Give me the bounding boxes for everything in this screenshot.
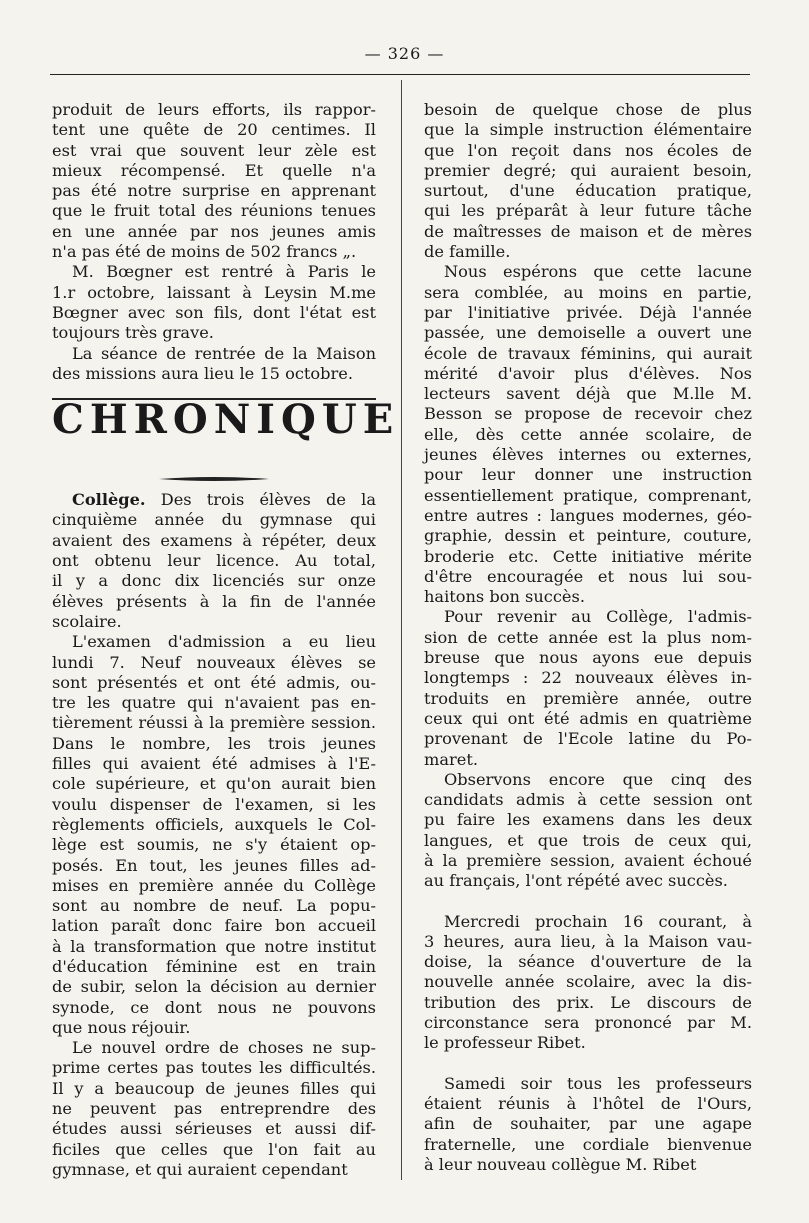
text-line: synode, ce dont nous ne pouvons [52,997,376,1017]
text-line: Mercredi prochain 16 courant, à [444,911,752,931]
text-line [52,490,376,510]
text-line: doise, la séance d'ouverture de la [424,952,752,972]
right-para-2 [424,262,752,607]
text-line: en une année par nos jeunes amis [52,221,376,241]
right-para-5 [424,912,752,1054]
text-line: premier degré; qui auraient besoin, [424,160,752,180]
text-line: filles qui avaient été admises à l'E- [52,754,376,774]
text-line: avaient des examens à répéter, deux [52,530,376,550]
right-column [424,100,752,1175]
text-line: école de travaux féminins, qui aurait [424,343,752,363]
text-line: par l'initiative privée. Déjà l'année [424,302,752,322]
text-line: sera comblée, au moins en partie, [424,282,752,302]
text-line: pas été notre surprise en apprenant [52,181,376,201]
text-line: études aussi sérieuses et aussi dif- [52,1119,376,1139]
text-line: Observons encore que cinq des [444,769,752,789]
text-line: est vrai que souvent leur zèle est [52,140,376,160]
text-line: produit de leurs efforts, ils rappor- [52,100,376,119]
right-para-3 [424,607,752,769]
text-line: breuse que nous ayons eue depuis [424,648,752,668]
text-line: prime certes pas toutes les difficultés. [52,1058,376,1078]
text-line: élèves présents à la fin de l'année [52,591,376,611]
text-line: sion de cette année est la plus nom- [424,627,752,647]
text-line: cole supérieure, et qu'on aurait bien [52,774,376,794]
text-line: tent une quête de 20 centimes. Il [52,120,376,140]
text-line: ceux qui ont été admis en quatrième [424,708,752,728]
ornament-flourish [52,468,376,478]
text-line: candidats admis à cette session ont [424,790,752,810]
page-number: — 326 — [364,44,445,63]
text-line: d'être encouragée et nous lui sou- [424,566,752,586]
college-paragraph [52,490,376,632]
text-line: lundi 7. Neuf nouveaux élèves se [52,652,376,672]
text-line: étaient réunis à l'hôtel de l'Ours, [424,1093,752,1113]
text-line: de famille. [424,242,511,262]
text-line: graphie, dessin et peinture, couture, [424,526,752,546]
right-para-4 [424,770,752,892]
text-line: à leur nouveau collègue M. Ribet [424,1154,697,1174]
text-line: que le fruit total des réunions tenues [52,201,376,221]
text-line: tribution des prix. Le discours de [424,992,752,1012]
text-line: qui les préparât à leur future tâche [424,201,752,221]
text-line: il y a donc dix licenciés sur onze [52,571,376,591]
text-line: posés. En tout, les jeunes filles ad- [52,855,376,875]
left-para-3 [52,344,376,385]
text-line: de maîtresses de maison et de mères [424,221,752,241]
text-line: règlements officiels, auxquels le Col- [52,814,376,834]
text-line: provenant de l'Ecole latine du Po- [424,729,752,749]
text-line: tièrement réussi à la première session. [52,713,376,733]
text-line: des missions aura lieu le 15 octobre. [52,363,353,383]
text-line: lation paraît donc faire bon accueil [52,916,376,936]
chronique-title: CHRONIQUE [52,396,400,444]
text-line: que la simple instruction élémentaire [424,120,752,140]
text-line: n'a pas été de moins de 502 francs „. [52,242,357,262]
text-line: Pour revenir au Collège, l'admis- [444,607,752,627]
text-line: entre autres : langues modernes, géo- [424,505,752,525]
left-para-2 [52,262,376,343]
right-para-1 [424,100,752,262]
text-line: lège est soumis, ne s'y étaient op- [52,835,376,855]
text-line: à la première session, avaient échoué [424,850,752,870]
text-line: passée, une demoiselle a ouvert une [424,323,752,343]
text-line: Besson se propose de recevoir chez [424,404,752,424]
left-para-1 [52,100,376,262]
text-line: maret. [424,749,478,769]
right-para-6 [424,1074,752,1175]
text-line: mérité d'avoir plus d'élèves. Nos [424,363,752,383]
text-line: broderie etc. Cette initiative mérite [424,546,752,566]
text-line: que l'on reçoit dans nos écoles de [424,140,752,160]
text-line: elle, dès cette année scolaire, de [424,424,752,444]
text-line: Samedi soir tous les professeurs [444,1073,752,1093]
text-line: Dans le nombre, les trois jeunes [52,733,376,753]
text-line: toujours très grave. [52,323,214,343]
text-line: fraternelle, une cordiale bienvenue [424,1134,752,1154]
column-divider [401,80,402,1180]
text-line: longtemps : 22 nouveaux élèves in- [424,668,752,688]
text-line: sont au nombre de neuf. La popu- [52,896,376,916]
text-line: jeunes élèves internes ou externes, [424,445,752,465]
text-line: gymnase, et qui auraient cependant [52,1159,348,1179]
text-line: Il y a beaucoup de jeunes filles qui [52,1078,376,1098]
text-line: mises en première année du Collège [52,875,376,895]
text-line: ne peuvent pas entreprendre des [52,1099,376,1119]
text-line: 1.r octobre, laissant à Leysin M.me [52,282,376,302]
text-line: que nous réjouir. [52,1017,191,1037]
text-line: La séance de rentrée de la Maison [72,343,376,363]
text-line: le professeur Ribet. [424,1033,586,1053]
text-line: ficiles que celles que l'on fait au [52,1139,376,1159]
text-line: Le nouvel ordre de choses ne sup- [72,1038,376,1058]
text-line: ont obtenu leur licence. Au total, [52,551,376,571]
text-fragment: Des trois élèves de la [145,490,376,510]
text-line: pu faire les examens dans les deux [424,810,752,830]
text-line: lecteurs savent déjà que M.lle M. [424,384,752,404]
text-line: troduits en première année, outre [424,688,752,708]
text-line: afin de souhaiter, par une agape [424,1114,752,1134]
text-line: voulu dispenser de l'examen, si les [52,794,376,814]
text-line: M. Bœgner est rentré à Paris le [72,262,376,282]
text-line: pour leur donner une instruction [424,465,752,485]
text-line: Nous espérons que cette lacune [444,262,752,282]
text-line: de subir, selon la décision au dernier [52,977,376,997]
left-column [52,100,400,1180]
section-head: Collège. [72,490,146,510]
text-line: besoin de quelque chose de plus [424,100,752,119]
ordre-paragraph [52,1038,376,1180]
text-line: cinquième année du gymnase qui [52,510,376,530]
text-line: circonstance sera prononcé par M. [424,1013,752,1033]
text-line: au français, l'ont répété avec succès. [424,871,728,891]
text-line: mieux récompensé. Et quelle n'a [52,160,376,180]
text-line: surtout, d'une éducation pratique, [424,181,752,201]
text-line: sont présentés et ont été admis, ou- [52,672,376,692]
exam-paragraph [52,632,376,1038]
text-line: scolaire. [52,611,122,631]
text-line: haitons bon succès. [424,587,585,607]
text-line: langues, et que trois de ceux qui, [424,830,752,850]
text-line: à la transformation que notre institut [52,936,376,956]
text-line: essentiellement pratique, comprenant, [424,485,752,505]
text-line: Bœgner avec son fils, dont l'état est [52,302,376,322]
header-rule [50,74,750,75]
text-line: L'examen d'admission a eu lieu [72,632,376,652]
text-line: nouvelle année scolaire, avec la dis- [424,972,752,992]
text-line: 3 heures, aura lieu, à la Maison vau- [424,931,752,951]
text-line: tre les quatre qui n'avaient pas en- [52,693,376,713]
text-line: d'éducation féminine est en train [52,956,376,976]
